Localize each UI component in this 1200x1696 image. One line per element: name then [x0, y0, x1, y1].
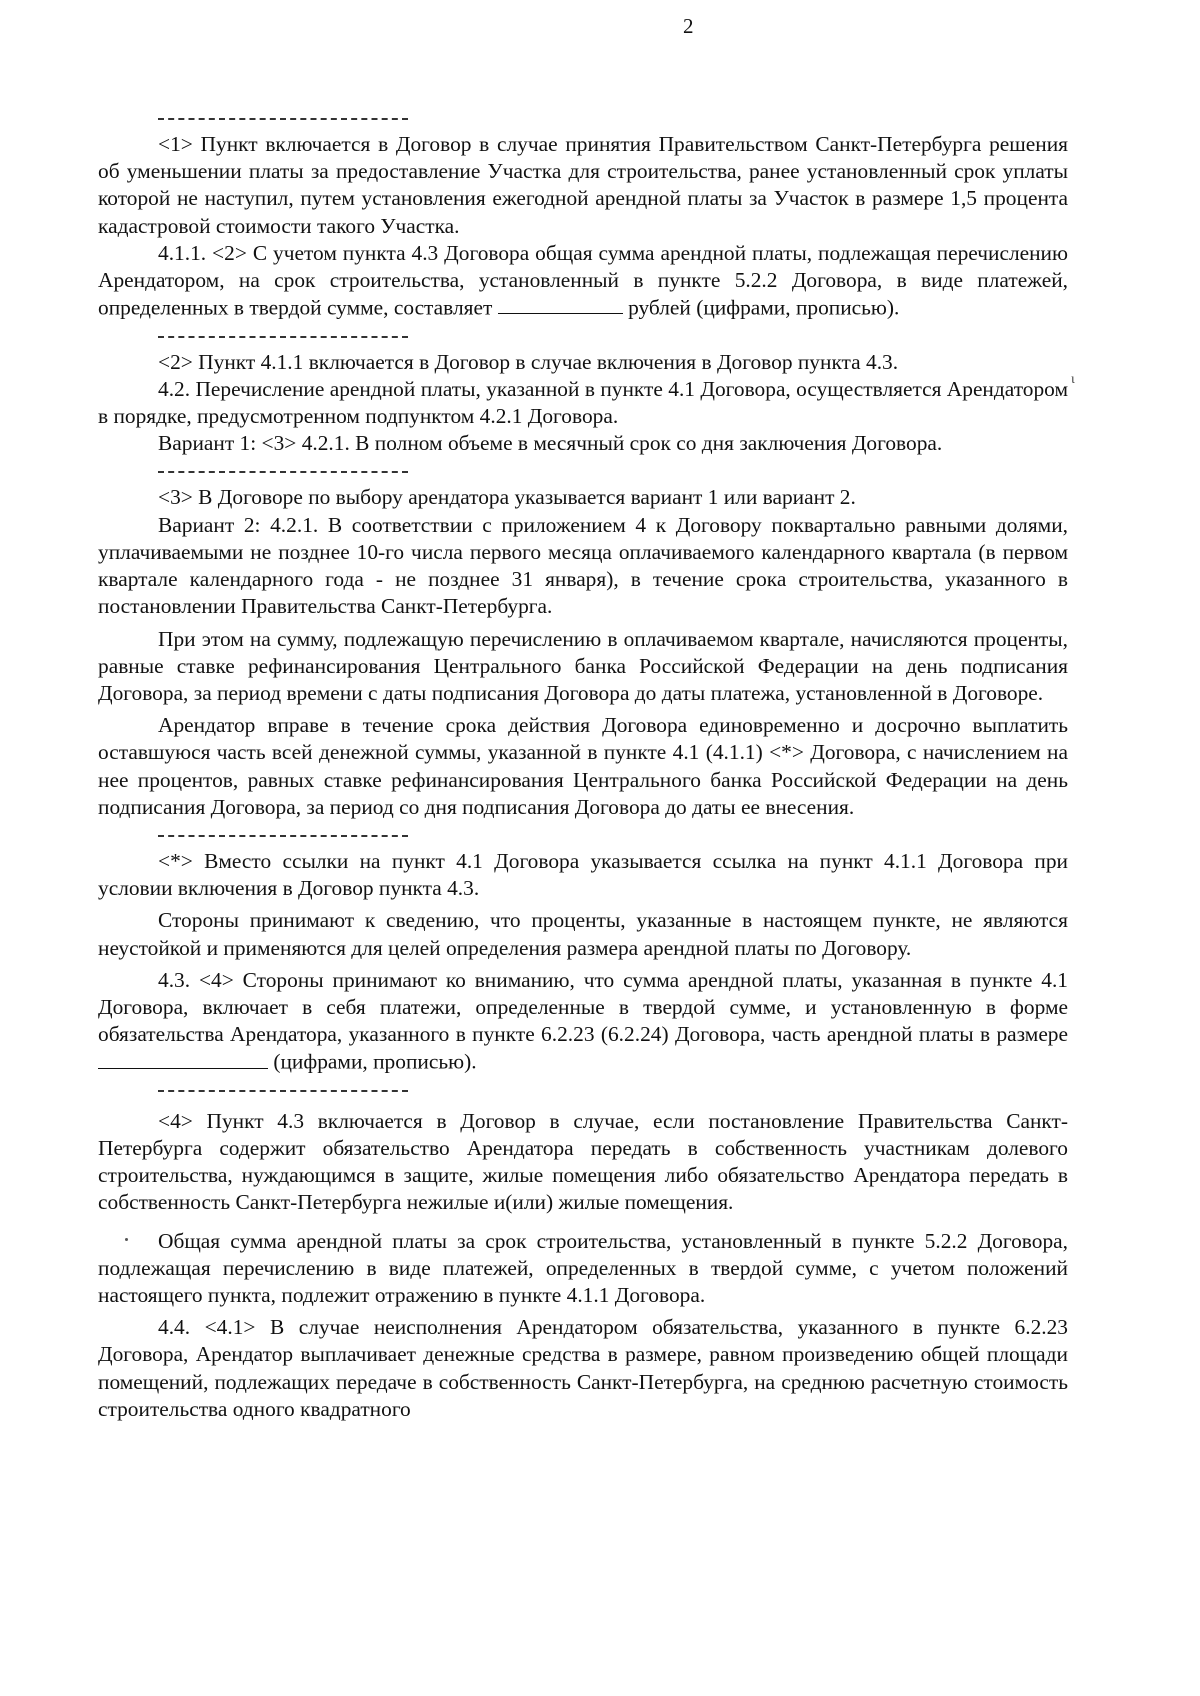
clause-4-4: 4.4. <4.1> В случае неисполнения Арендатором обязательства, указанного в пункте 6.2.23 Договора, Арендатор выплачивает денежные средства в размере, равном произведению общей площади помещений, подлежащих передаче в собственность Санкт-Петербурга, на среднюю расчетную стоимость строительства одного квадратного — [98, 1315, 1068, 1421]
page-number: 2 — [683, 14, 694, 38]
parties-paragraph: Стороны принимают к сведению, что проценты, указанные в настоящем пункте, не являются неустойкой и применяются для целей определения размера арендной платы по Договору. — [98, 908, 1068, 960]
scan-mark: ι — [1071, 372, 1075, 387]
footnote-4: <4> Пункт 4.3 включается в Договор в случае, если постановление Правительства Санкт-Петербурга содержит обязательство Арендатора передать в собственность участникам долевого строительства, нуждающимся в защите, жилые помещения либо обязательство Арендатора передать в собственность Санкт-Петербурга нежилые и(или) жилые помещения. — [98, 1108, 1068, 1215]
footnote-separator — [98, 457, 1068, 484]
clause-4-1-1-text: 4.1.1. <2> С учетом пункта 4.3 Договора общая сумма арендной платы, подлежащая перечислению Арендатором, на срок строительства, установленный в пункте 5.2.2 Договора, в виде платежей, определенных в твердой сумме, составляет — [98, 240, 1068, 320]
clause-4-1-1 — [98, 240, 1068, 322]
clause-4-1-1-tail: рублей (цифрами, прописью). — [628, 295, 900, 320]
amount-blank-field — [98, 1048, 268, 1068]
variant-2: Вариант 2: 4.2.1. В соответствии с приложением 4 к Договору поквартально равными долями, уплачиваемыми не позднее 10-го числа первого месяца оплачиваемого календарного квартала (в первом квартале календарного года - не позднее 31 января), в течение срока строительства, указанного в постановлении Правительства Санкт-Петербурга. — [98, 512, 1068, 619]
interest-paragraph: При этом на сумму, подлежащую перечислению в оплачиваемом квартале, начисляются проценты, равные ставке рефинансирования Центрального банка Российской Федерации на день подписания Договора, за период времени с даты подписания Договора до даты платежа, установленной в Договоре. — [98, 626, 1068, 705]
clause-4-3 — [98, 967, 1068, 1076]
footnote-2: <2> Пункт 4.1.1 включается в Договор в случае включения в Договор пункта 4.3. — [158, 349, 899, 374]
clause-4-3-tail: (цифрами, прописью). — [273, 1049, 477, 1074]
amount-blank-field — [498, 294, 623, 314]
clause-4-2: 4.2. Перечисление арендной платы, указанной в пункте 4.1 Договора, осуществляется Арендатором в порядке, предусмотренном подпунктом 4.2.1 Договора. — [98, 376, 1068, 429]
variant-1: Вариант 1: <3> 4.2.1. В полном объеме в месячный срок со дня заключения Договора. — [158, 431, 943, 456]
footnote-separator — [98, 104, 1068, 131]
footnote-separator — [98, 1076, 1068, 1103]
footnote-star: <*> Вместо ссылки на пункт 4.1 Договора указывается ссылка на пункт 4.1.1 Договора при условии включения в Договор пункта 4.3. — [98, 848, 1068, 901]
footnote-1: <1> Пункт включается в Договор в случае принятия Правительством Санкт-Петербурга решения об уменьшении платы за предоставление Участка для строительства, ранее установленный срок уплаты которой не наступил, путем установления ежегодной арендной платы за Участок в размере 1,5 процента кадастровой стоимости такого Участка. — [98, 132, 1068, 238]
footnote-separator — [98, 322, 1068, 349]
clause-4-3-text: 4.3. <4> Стороны принимают ко вниманию, что сумма арендной платы, указанная в пункте 4.1 Договора, включает в себя платежи, определенные в твердой сумме, и установленную в форме обязательства Арендатора, указанного в пункте 6.2.23 (6.2.24) Договора, часть арендной платы в размере — [98, 967, 1068, 1047]
document-body — [98, 104, 1068, 1423]
footnote-3: <3> В Договоре по выбору арендатора указывается вариант 1 или вариант 2. — [158, 485, 856, 510]
scan-dot — [125, 1238, 128, 1241]
footnote-separator — [98, 821, 1068, 848]
early-payment-paragraph: Арендатор вправе в течение срока действия Договора единовременно и досрочно выплатить оставшуюся часть всей денежной суммы, указанной в пункте 4.1 (4.1.1) <*> Договора, с начислением на нее процентов, равных ставке рефинансирования Центрального банка Российской Федерации на день подписания Договора, за период со дня подписания Договора до даты ее внесения. — [98, 713, 1068, 819]
total-sum-paragraph: Общая сумма арендной платы за срок строительства, установленный в пункте 5.2.2 Договора, подлежащая перечислению в виде платежей, определенных в твердой сумме, с учетом положений настоящего пункта, подлежит отражению в пункте 4.1.1 Договора. — [98, 1228, 1068, 1308]
